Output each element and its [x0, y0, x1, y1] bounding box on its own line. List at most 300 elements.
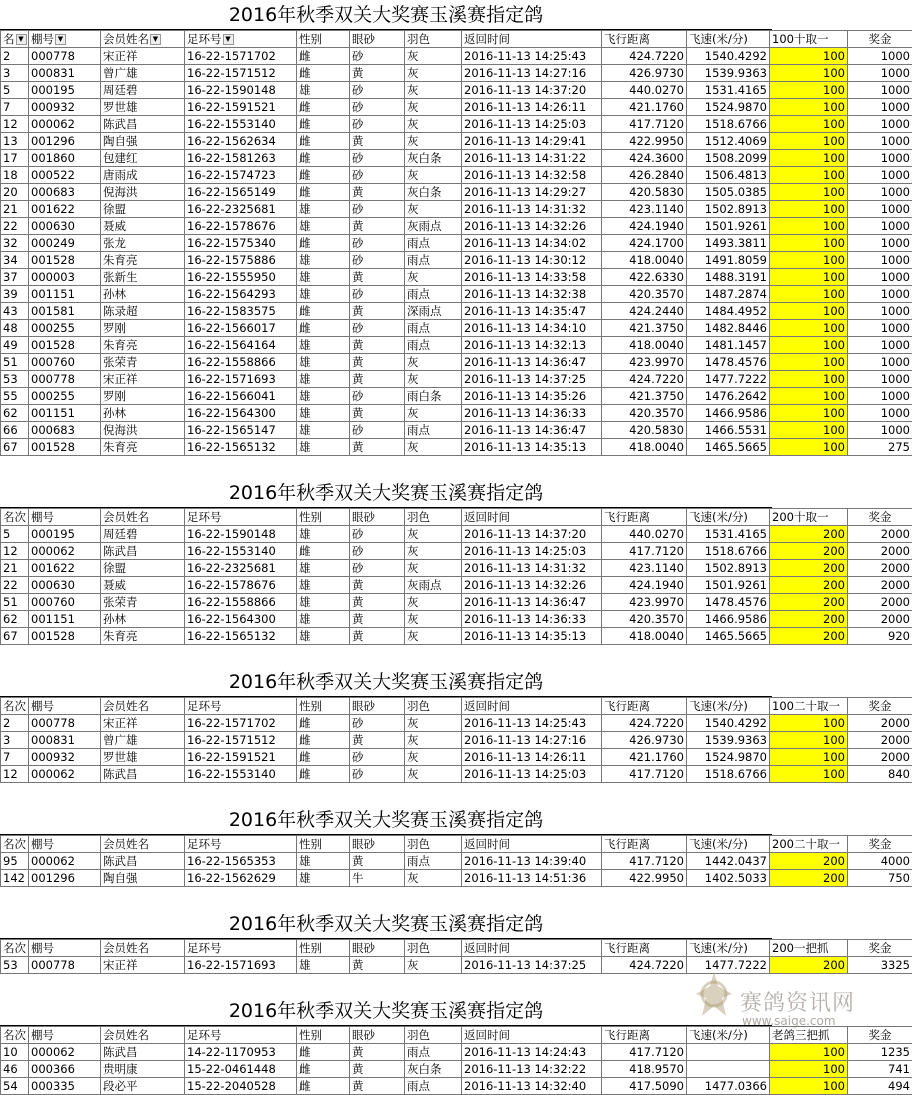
- prize-header-cell: [848, 698, 912, 715]
- member-cell: 陈武昌: [101, 766, 185, 783]
- pool-cell: 100: [770, 337, 848, 354]
- ring-cell: 16-22-1581263: [185, 150, 297, 167]
- header-cell[interactable]: [185, 31, 297, 48]
- sex-cell: 雌: [297, 99, 350, 116]
- ring-cell: 16-22-1553140: [185, 543, 297, 560]
- eye-cell: 砂: [350, 82, 405, 99]
- ring-cell: 16-22-1591521: [185, 99, 297, 116]
- color-cell: 灰: [405, 560, 462, 577]
- loft-cell: 000760: [29, 354, 101, 371]
- loft-cell: 000255: [29, 388, 101, 405]
- prize-cell: 1000: [848, 337, 912, 354]
- header-cell[interactable]: [29, 31, 101, 48]
- filter-dropdown-icon[interactable]: ▼: [16, 34, 27, 45]
- header-label: 返回时间: [464, 699, 510, 713]
- rank-cell: 62: [1, 611, 29, 628]
- header-label: 性别: [299, 32, 322, 46]
- header-cell: [101, 509, 185, 526]
- rank-cell: 53: [1, 957, 29, 974]
- sex-cell: 雄: [297, 853, 350, 870]
- ring-cell: 15-22-2040528: [185, 1078, 297, 1095]
- loft-cell: 001151: [29, 405, 101, 422]
- prize-header-cell: [848, 940, 912, 957]
- speed-cell: 1518.6766: [687, 543, 770, 560]
- header-cell[interactable]: [687, 31, 770, 48]
- return-time-cell: 2016-11-13 14:32:40: [462, 1078, 602, 1095]
- distance-cell: 424.1700: [602, 235, 687, 252]
- header-label: 羽色: [407, 699, 430, 713]
- header-cell: [350, 940, 405, 957]
- rank-cell: 66: [1, 422, 29, 439]
- speed-cell: 1481.1457: [687, 337, 770, 354]
- return-time-cell: 2016-11-13 14:37:25: [462, 957, 602, 974]
- loft-cell: 000831: [29, 732, 101, 749]
- return-time-cell: 2016-11-13 14:37:20: [462, 82, 602, 99]
- rank-cell: 3: [1, 732, 29, 749]
- table-row: [1, 65, 912, 82]
- ring-cell: 16-22-1553140: [185, 116, 297, 133]
- rank-cell: 7: [1, 99, 29, 116]
- section-title: 2016年秋季双关大奖赛玉溪赛指定鸽: [0, 667, 772, 697]
- return-time-cell: 2016-11-13 14:25:43: [462, 715, 602, 732]
- member-cell: 陶自强: [101, 870, 185, 887]
- rank-cell: 53: [1, 371, 29, 388]
- header-label: 奖金: [869, 1028, 892, 1042]
- header-label: 100二十取一: [772, 699, 840, 713]
- color-cell: 灰: [405, 201, 462, 218]
- pool-cell: 100: [770, 766, 848, 783]
- member-cell: 聂威: [101, 218, 185, 235]
- ring-cell: 16-22-1566041: [185, 388, 297, 405]
- loft-cell: 001581: [29, 303, 101, 320]
- header-cell: [405, 940, 462, 957]
- ring-cell: 16-22-1565132: [185, 439, 297, 456]
- loft-cell: 001296: [29, 870, 101, 887]
- color-cell: 灰: [405, 628, 462, 645]
- speed-cell: 1484.4952: [687, 303, 770, 320]
- sex-cell: 雌: [297, 303, 350, 320]
- table-row: [1, 218, 912, 235]
- header-cell: [297, 509, 350, 526]
- header-label: 返回时间: [464, 941, 510, 955]
- rank-cell: 51: [1, 594, 29, 611]
- sex-cell: 雄: [297, 611, 350, 628]
- header-cell: [687, 509, 770, 526]
- member-cell: 陈录超: [101, 303, 185, 320]
- speed-cell: 1512.4069: [687, 133, 770, 150]
- rank-cell: 17: [1, 150, 29, 167]
- return-time-cell: 2016-11-13 14:36:47: [462, 354, 602, 371]
- distance-cell: 424.3600: [602, 150, 687, 167]
- return-time-cell: 2016-11-13 14:34:10: [462, 320, 602, 337]
- rank-cell: 22: [1, 577, 29, 594]
- return-time-cell: 2016-11-13 14:26:11: [462, 749, 602, 766]
- distance-cell: 424.1940: [602, 218, 687, 235]
- header-label: 名次: [3, 1028, 26, 1042]
- rank-cell: 55: [1, 388, 29, 405]
- speed-cell: 1502.8913: [687, 201, 770, 218]
- header-label: 飞速(米/分): [689, 510, 748, 524]
- loft-cell: 000778: [29, 371, 101, 388]
- speed-cell: 1531.4165: [687, 82, 770, 99]
- eye-cell: 黄: [350, 354, 405, 371]
- sex-cell: 雄: [297, 371, 350, 388]
- loft-cell: 001528: [29, 337, 101, 354]
- rank-cell: 95: [1, 853, 29, 870]
- return-time-cell: 2016-11-13 14:37:25: [462, 371, 602, 388]
- member-cell: 倪海洪: [101, 422, 185, 439]
- header-cell: [297, 1027, 350, 1044]
- rank-cell: 7: [1, 749, 29, 766]
- distance-cell: 424.7220: [602, 715, 687, 732]
- section-title: 2016年秋季双关大奖赛玉溪赛指定鸽: [0, 0, 772, 30]
- color-cell: 灰: [405, 82, 462, 99]
- header-cell: [350, 509, 405, 526]
- speed-cell: [687, 1061, 770, 1078]
- ring-cell: 16-22-1571693: [185, 957, 297, 974]
- loft-cell: 000683: [29, 422, 101, 439]
- filter-dropdown-icon[interactable]: ▼: [55, 34, 66, 45]
- distance-cell: 420.3570: [602, 405, 687, 422]
- pool-cell: 100: [770, 405, 848, 422]
- distance-cell: 422.9950: [602, 870, 687, 887]
- rank-cell: 22: [1, 218, 29, 235]
- prize-cell: 1000: [848, 405, 912, 422]
- return-time-cell: 2016-11-13 14:37:20: [462, 526, 602, 543]
- return-time-cell: 2016-11-13 14:36:33: [462, 405, 602, 422]
- ring-cell: 16-22-2325681: [185, 560, 297, 577]
- loft-cell: 000683: [29, 184, 101, 201]
- sex-cell: 雄: [297, 82, 350, 99]
- header-cell: [462, 940, 602, 957]
- header-cell: [1, 509, 29, 526]
- pool-cell: 100: [770, 732, 848, 749]
- sex-cell: 雄: [297, 337, 350, 354]
- color-cell: 雨点: [405, 286, 462, 303]
- eye-cell: 砂: [350, 543, 405, 560]
- pool-cell: 200: [770, 577, 848, 594]
- header-label: 足环号: [187, 510, 222, 524]
- header-cell[interactable]: [350, 31, 405, 48]
- distance-cell: 418.0040: [602, 628, 687, 645]
- table-row: [1, 594, 912, 611]
- header-label: 棚号: [31, 32, 54, 46]
- eye-cell: 砂: [350, 320, 405, 337]
- header-cell: [687, 1027, 770, 1044]
- prize-cell: 1000: [848, 286, 912, 303]
- speed-cell: 1502.8913: [687, 560, 770, 577]
- prize-cell: 3325: [848, 957, 912, 974]
- table-row: [1, 48, 912, 65]
- results-table: [0, 30, 912, 456]
- header-cell: [687, 836, 770, 853]
- return-time-cell: 2016-11-13 14:35:13: [462, 628, 602, 645]
- rank-cell: 2: [1, 48, 29, 65]
- color-cell: 雨点: [405, 337, 462, 354]
- header-cell: [185, 509, 297, 526]
- header-cell[interactable]: [1, 31, 29, 48]
- member-cell: 孙林: [101, 611, 185, 628]
- sex-cell: 雄: [297, 560, 350, 577]
- sex-cell: 雄: [297, 201, 350, 218]
- rank-cell: 12: [1, 543, 29, 560]
- rank-cell: 51: [1, 354, 29, 371]
- sex-cell: 雄: [297, 269, 350, 286]
- header-cell: [101, 940, 185, 957]
- prize-cell: 494: [848, 1078, 912, 1095]
- table-row: [1, 732, 912, 749]
- color-cell: 雨点: [405, 252, 462, 269]
- header-label: 会员姓名: [103, 941, 149, 955]
- distance-cell: 423.1140: [602, 201, 687, 218]
- pool-cell: 100: [770, 133, 848, 150]
- pool-cell: 100: [770, 1061, 848, 1078]
- pool-cell: 100: [770, 116, 848, 133]
- table-row: [1, 354, 912, 371]
- sex-cell: 雌: [297, 116, 350, 133]
- distance-cell: 417.7120: [602, 1044, 687, 1061]
- member-cell: 陈武昌: [101, 116, 185, 133]
- prize-cell: 1235: [848, 1044, 912, 1061]
- header-cell: [350, 698, 405, 715]
- loft-cell: 001528: [29, 252, 101, 269]
- prize-cell: 1000: [848, 65, 912, 82]
- header-cell: [687, 698, 770, 715]
- header-cell: [185, 836, 297, 853]
- color-cell: 灰: [405, 269, 462, 286]
- distance-cell: 421.1760: [602, 99, 687, 116]
- table-row: [1, 201, 912, 218]
- speed-cell: 1501.9261: [687, 218, 770, 235]
- distance-cell: 423.9970: [602, 354, 687, 371]
- pool-cell: 100: [770, 235, 848, 252]
- header-cell: [350, 1027, 405, 1044]
- header-label: 足环号: [187, 941, 222, 955]
- loft-cell: 000255: [29, 320, 101, 337]
- filter-dropdown-icon[interactable]: ▼: [223, 34, 234, 45]
- speed-cell: 1478.4576: [687, 354, 770, 371]
- member-cell: 陶自强: [101, 133, 185, 150]
- rank-cell: 37: [1, 269, 29, 286]
- color-cell: 灰: [405, 594, 462, 611]
- member-cell: 曾广雄: [101, 732, 185, 749]
- table-row: [1, 184, 912, 201]
- color-cell: 灰: [405, 526, 462, 543]
- distance-cell: 417.5090: [602, 1078, 687, 1095]
- return-time-cell: 2016-11-13 14:27:16: [462, 732, 602, 749]
- distance-cell: 418.0040: [602, 337, 687, 354]
- pool-cell: 100: [770, 1044, 848, 1061]
- color-cell: 灰白条: [405, 184, 462, 201]
- rank-cell: 2: [1, 715, 29, 732]
- distance-cell: 417.7120: [602, 543, 687, 560]
- header-cell: [405, 836, 462, 853]
- eye-cell: 砂: [350, 252, 405, 269]
- prize-cell: 750: [848, 870, 912, 887]
- filter-dropdown-icon[interactable]: ▼: [150, 34, 161, 45]
- ring-cell: 16-22-1571693: [185, 371, 297, 388]
- speed-cell: [687, 1044, 770, 1061]
- member-cell: 聂威: [101, 577, 185, 594]
- speed-cell: 1540.4292: [687, 48, 770, 65]
- prize-header-cell: [848, 509, 912, 526]
- eye-cell: 砂: [350, 560, 405, 577]
- pool-header-cell: [770, 940, 848, 957]
- member-cell: 张荣青: [101, 594, 185, 611]
- prize-cell: 2000: [848, 594, 912, 611]
- eye-cell: 黄: [350, 1078, 405, 1095]
- table-row: [1, 870, 912, 887]
- header-row: [1, 509, 912, 526]
- color-cell: 雨点: [405, 853, 462, 870]
- ring-cell: 16-22-1575340: [185, 235, 297, 252]
- return-time-cell: 2016-11-13 14:34:02: [462, 235, 602, 252]
- loft-cell: 000522: [29, 167, 101, 184]
- prize-cell: 1000: [848, 82, 912, 99]
- eye-cell: 黄: [350, 628, 405, 645]
- loft-cell: 001622: [29, 201, 101, 218]
- section-title: 2016年秋季双关大奖赛玉溪赛指定鸽: [0, 996, 772, 1026]
- speed-cell: 1466.9586: [687, 405, 770, 422]
- speed-cell: 1482.8446: [687, 320, 770, 337]
- rank-cell: 46: [1, 1061, 29, 1078]
- return-time-cell: 2016-11-13 14:32:38: [462, 286, 602, 303]
- pool-cell: 100: [770, 320, 848, 337]
- speed-cell: 1465.5665: [687, 439, 770, 456]
- prize-cell: 1000: [848, 184, 912, 201]
- header-label: 名次: [3, 699, 26, 713]
- color-cell: 灰: [405, 48, 462, 65]
- eye-cell: 黄: [350, 303, 405, 320]
- member-cell: 陈武昌: [101, 1044, 185, 1061]
- header-label: 奖金: [869, 837, 892, 851]
- table-row: [1, 235, 912, 252]
- speed-cell: 1466.5531: [687, 422, 770, 439]
- distance-cell: 418.0040: [602, 252, 687, 269]
- header-cell: [29, 698, 101, 715]
- eye-cell: 黄: [350, 439, 405, 456]
- distance-cell: 417.7120: [602, 116, 687, 133]
- return-time-cell: 2016-11-13 14:36:47: [462, 594, 602, 611]
- table-row: [1, 526, 912, 543]
- header-cell[interactable]: [462, 31, 602, 48]
- rank-cell: 13: [1, 133, 29, 150]
- header-cell[interactable]: [405, 31, 462, 48]
- header-label: 眼砂: [352, 699, 375, 713]
- ring-cell: 16-22-2325681: [185, 201, 297, 218]
- eye-cell: 砂: [350, 286, 405, 303]
- color-cell: 雨点: [405, 320, 462, 337]
- speed-cell: 1478.4576: [687, 594, 770, 611]
- rank-cell: 62: [1, 405, 29, 422]
- member-cell: 周廷碧: [101, 526, 185, 543]
- table-row: [1, 766, 912, 783]
- sex-cell: 雄: [297, 439, 350, 456]
- color-cell: 灰: [405, 870, 462, 887]
- sex-cell: 雌: [297, 48, 350, 65]
- table-row: [1, 577, 912, 594]
- loft-cell: 000195: [29, 526, 101, 543]
- header-cell[interactable]: [101, 31, 185, 48]
- eye-cell: 砂: [350, 150, 405, 167]
- section-title: 2016年秋季双关大奖赛玉溪赛指定鸽: [0, 805, 772, 835]
- loft-cell: 000062: [29, 1044, 101, 1061]
- header-cell: [602, 940, 687, 957]
- table-row: [1, 749, 912, 766]
- header-row: [1, 1027, 912, 1044]
- section-gap: [0, 974, 912, 996]
- return-time-cell: 2016-11-13 14:35:47: [462, 303, 602, 320]
- return-time-cell: 2016-11-13 14:25:03: [462, 766, 602, 783]
- header-cell: [405, 509, 462, 526]
- distance-cell: 418.0040: [602, 439, 687, 456]
- prize-cell: 1000: [848, 371, 912, 388]
- distance-cell: 417.7120: [602, 766, 687, 783]
- header-label: 性别: [299, 941, 322, 955]
- ring-cell: 16-22-1565147: [185, 422, 297, 439]
- color-cell: 灰白条: [405, 1061, 462, 1078]
- pool-cell: 100: [770, 1078, 848, 1095]
- distance-cell: 426.2840: [602, 167, 687, 184]
- color-cell: 雨点: [405, 235, 462, 252]
- eye-cell: 黄: [350, 371, 405, 388]
- distance-cell: 424.7220: [602, 371, 687, 388]
- prize-cell: 2000: [848, 560, 912, 577]
- pool-cell: 200: [770, 543, 848, 560]
- ring-cell: 16-22-1555950: [185, 269, 297, 286]
- table-row: [1, 82, 912, 99]
- header-cell: [297, 940, 350, 957]
- header-label: 眼砂: [352, 1028, 375, 1042]
- header-label: 足环号: [187, 699, 222, 713]
- loft-cell: 000778: [29, 48, 101, 65]
- sex-cell: 雌: [297, 65, 350, 82]
- header-label: 羽色: [407, 1028, 430, 1042]
- results-table: [0, 697, 912, 783]
- prize-cell: 741: [848, 1061, 912, 1078]
- distance-cell: 424.7220: [602, 957, 687, 974]
- table-row: [1, 1044, 912, 1061]
- header-cell: [602, 836, 687, 853]
- header-cell[interactable]: [602, 31, 687, 48]
- color-cell: 灰: [405, 957, 462, 974]
- ring-cell: 16-22-1571512: [185, 65, 297, 82]
- prize-cell: 1000: [848, 252, 912, 269]
- loft-cell: 001151: [29, 611, 101, 628]
- rank-cell: 3: [1, 65, 29, 82]
- member-cell: 陈武昌: [101, 543, 185, 560]
- header-label: 飞速(米/分): [689, 32, 748, 46]
- member-cell: 包建红: [101, 150, 185, 167]
- return-time-cell: 2016-11-13 14:35:13: [462, 439, 602, 456]
- header-label: 飞行距离: [604, 941, 650, 955]
- prize-cell: 1000: [848, 116, 912, 133]
- section-gap: [0, 456, 912, 478]
- table-row: [1, 560, 912, 577]
- prize-cell: 1000: [848, 422, 912, 439]
- eye-cell: 黄: [350, 577, 405, 594]
- header-cell[interactable]: [297, 31, 350, 48]
- prize-cell: 1000: [848, 235, 912, 252]
- rank-cell: 39: [1, 286, 29, 303]
- loft-cell: 001528: [29, 628, 101, 645]
- pool-cell: 100: [770, 371, 848, 388]
- speed-cell: 1466.9586: [687, 611, 770, 628]
- sex-cell: 雌: [297, 320, 350, 337]
- section-gap: [0, 783, 912, 805]
- header-label: 飞速(米/分): [689, 1028, 748, 1042]
- distance-cell: 420.5830: [602, 422, 687, 439]
